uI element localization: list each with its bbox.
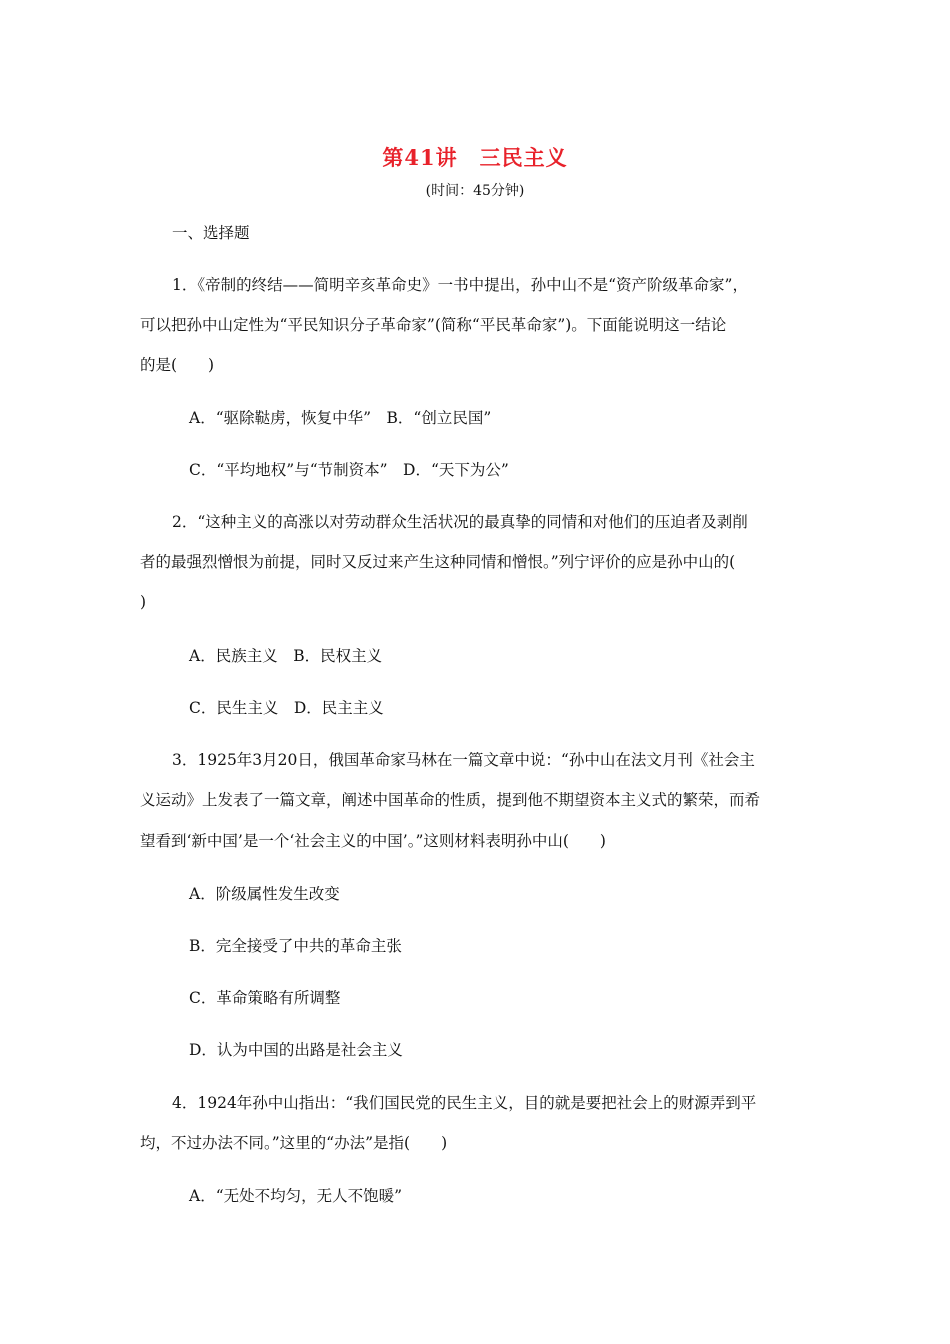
- question-4-option-a: A．“无处不均匀，无人不饱暖”: [189, 1187, 403, 1205]
- question-3-line-2: 义运动》上发表了一篇文章，阐述中国革命的性质，提到他不期望资本主义式的繁荣，而希: [140, 791, 761, 809]
- question-3-option-d: D．认为中国的出路是社会主义: [189, 1041, 403, 1059]
- question-3-line-1: 3．1925年3月20日，俄国革命家马林在一篇文章中说：“孙中山在法文月刊《社会主: [172, 751, 755, 769]
- question-1-line-2: 可以把孙中山定性为“平民知识分子革命家”(简称“平民革命家”)。下面能说明这一结论: [140, 316, 727, 334]
- question-2-line-3: ): [140, 593, 147, 611]
- question-2-line-1: 2．“这种主义的高涨以对劳动群众生活状况的最真挚的同情和对他们的压迫者及剥削: [172, 513, 748, 531]
- question-3-option-c: C．革命策略有所调整: [189, 989, 341, 1007]
- question-1-options-ab: A．“驱除鞑虏，恢复中华” B．“创立民国”: [189, 409, 492, 427]
- question-2-line-2: 者的最强烈憎恨为前提，同时又反过来产生这种同情和憎恨。”列宁评价的应是孙中山的(: [140, 553, 736, 571]
- section-heading: 一、选择题: [172, 224, 250, 242]
- question-3-option-b: B．完全接受了中共的革命主张: [189, 937, 402, 955]
- question-4-line-1: 4．1924年孙中山指出：“我们国民党的民生主义，目的就是要把社会上的财源弄到平: [172, 1094, 757, 1112]
- time-limit: (时间：45分钟): [425, 183, 525, 199]
- question-3-line-3: 望看到‘新中国’是一个‘社会主义的中国’。”这则材料表明孙中山( ): [140, 832, 606, 850]
- question-1-line-3: 的是( ): [140, 356, 215, 374]
- question-1-options-cd: C．“平均地权”与“节制资本” D．“天下为公”: [189, 461, 509, 479]
- question-1-line-1: 1．《帝制的终结——简明辛亥革命史》一书中提出，孙中山不是“资产阶级革命家”，: [172, 276, 748, 294]
- question-2-options-ab: A．民族主义 B．民权主义: [189, 647, 383, 665]
- question-3-option-a: A．阶级属性发生改变: [189, 885, 340, 903]
- question-4-line-2: 均，不过办法不同。”这里的“办法”是指( ): [140, 1134, 448, 1152]
- question-2-options-cd: C．民生主义 D．民主主义: [189, 699, 384, 717]
- page-title: 第41讲 三民主义: [382, 145, 568, 170]
